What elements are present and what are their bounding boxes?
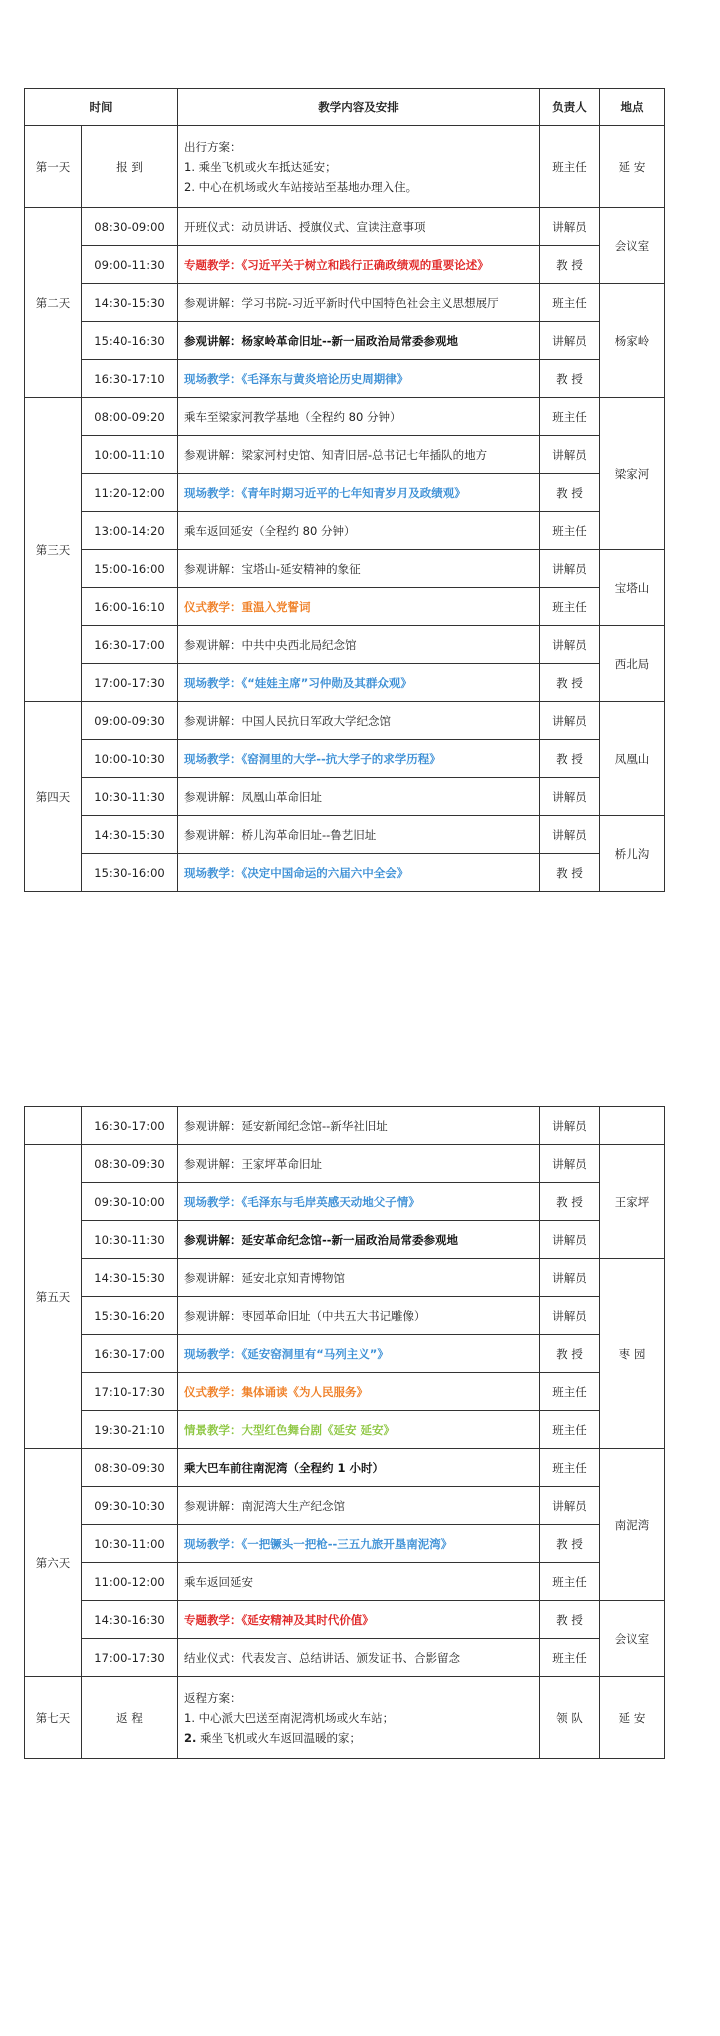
table-row	[25, 550, 665, 588]
content-cell: 现场教学：《毛泽东与毛岸英感天动地父子情》	[178, 1183, 540, 1221]
table-row	[25, 1107, 665, 1145]
leader-cell: 教 授	[540, 740, 600, 778]
time-cell: 10:30-11:00	[82, 1525, 178, 1563]
table-row	[25, 588, 665, 626]
content-cell: 现场教学：《窑洞里的大学--抗大学子的求学历程》	[178, 740, 540, 778]
day-label: 第一天	[25, 126, 82, 208]
leader-cell: 讲解员	[540, 778, 600, 816]
place-cell: 会议室	[600, 208, 665, 284]
time-cell: 10:30-11:30	[82, 778, 178, 816]
leader-cell: 讲解员	[540, 626, 600, 664]
place-cell: 王家坪	[600, 1145, 665, 1259]
leader-cell: 讲解员	[540, 208, 600, 246]
table-row	[25, 854, 665, 892]
table-row	[25, 360, 665, 398]
leader-cell: 教 授	[540, 1335, 600, 1373]
leader-cell: 班主任	[540, 1449, 600, 1487]
time-cell: 10:30-11:30	[82, 1221, 178, 1259]
time-cell: 16:30-17:00	[82, 1335, 178, 1373]
place-cell: 梁家河	[600, 398, 665, 550]
content-cell	[178, 126, 540, 208]
content-cell: 现场教学：《毛泽东与黄炎培论历史周期律》	[178, 360, 540, 398]
table-row	[25, 1335, 665, 1373]
leader-cell: 讲解员	[540, 1297, 600, 1335]
table-row	[25, 1449, 665, 1487]
leader-cell: 讲解员	[540, 1259, 600, 1297]
time-cell: 09:00-09:30	[82, 702, 178, 740]
content-cell: 专题教学：《习近平关于树立和践行正确政绩观的重要论述》	[178, 246, 540, 284]
content-cell: 参观讲解：中共中央西北局纪念馆	[178, 626, 540, 664]
time-cell: 17:00-17:30	[82, 1639, 178, 1677]
leader-cell: 讲解员	[540, 550, 600, 588]
content-cell	[178, 1677, 540, 1759]
plan-line	[184, 1728, 533, 1748]
leader-cell: 班主任	[540, 284, 600, 322]
plan-number: 2.	[184, 1730, 197, 1745]
day-label-empty	[25, 1107, 82, 1145]
place-cell: 宝塔山	[600, 550, 665, 626]
leader-cell: 班主任	[540, 512, 600, 550]
leader-cell: 领 队	[540, 1677, 600, 1759]
time-cell: 15:30-16:20	[82, 1297, 178, 1335]
place-cell: 南泥湾	[600, 1449, 665, 1601]
time-cell: 17:00-17:30	[82, 664, 178, 702]
day-label: 第六天	[25, 1449, 82, 1677]
table-row	[25, 740, 665, 778]
place-cell: 延 安	[600, 1677, 665, 1759]
plan-line: 1. 中心派大巴送至南泥湾机场或火车站；	[184, 1710, 395, 1725]
time-cell: 15:30-16:00	[82, 854, 178, 892]
table-header-row	[25, 89, 665, 126]
content-cell: 参观讲解：学习书院-习近平新时代中国特色社会主义思想展厅	[178, 284, 540, 322]
table-row	[25, 322, 665, 360]
leader-cell: 班主任	[540, 126, 600, 208]
table-row	[25, 702, 665, 740]
leader-cell: 班主任	[540, 1411, 600, 1449]
leader-cell: 讲解员	[540, 1107, 600, 1145]
schedule-table-page-2	[24, 1106, 665, 1759]
table-row	[25, 436, 665, 474]
content-cell: 乘车至梁家河教学基地（全程约 80 分钟）	[178, 398, 540, 436]
time-cell: 09:30-10:00	[82, 1183, 178, 1221]
content-cell: 参观讲解：延安新闻纪念馆--新华社旧址	[178, 1107, 540, 1145]
table-row	[25, 1183, 665, 1221]
content-cell: 参观讲解：枣园革命旧址（中共五大书记雕像）	[178, 1297, 540, 1335]
leader-cell: 讲解员	[540, 702, 600, 740]
content-cell: 乘车返回延安	[178, 1563, 540, 1601]
table-row	[25, 1601, 665, 1639]
time-cell: 返 程	[82, 1677, 178, 1759]
day-label: 第三天	[25, 398, 82, 702]
plan-line: 1. 乘坐飞机或火车抵达延安；	[184, 159, 337, 174]
table-row	[25, 664, 665, 702]
leader-cell: 班主任	[540, 588, 600, 626]
content-cell: 乘大巴车前往南泥湾（全程约 1 小时）	[178, 1449, 540, 1487]
table-row	[25, 1221, 665, 1259]
table-row	[25, 398, 665, 436]
time-cell: 08:30-09:30	[82, 1145, 178, 1183]
content-cell: 参观讲解：延安革命纪念馆--新一届政治局常委参观地	[178, 1221, 540, 1259]
header-leader: 负责人	[540, 89, 600, 126]
content-cell: 开班仪式：动员讲话、授旗仪式、宣读注意事项	[178, 208, 540, 246]
table-row	[25, 1639, 665, 1677]
header-place: 地点	[600, 89, 665, 126]
leader-cell: 讲解员	[540, 1487, 600, 1525]
plan-line: 返程方案：	[184, 1690, 242, 1705]
place-cell: 枣 园	[600, 1259, 665, 1449]
leader-cell: 教 授	[540, 360, 600, 398]
schedule-table-page-1	[24, 88, 665, 892]
place-cell: 西北局	[600, 626, 665, 702]
content-cell: 参观讲解：王家坪革命旧址	[178, 1145, 540, 1183]
leader-cell: 讲解员	[540, 1221, 600, 1259]
table-row	[25, 1145, 665, 1183]
time-cell: 10:00-10:30	[82, 740, 178, 778]
leader-cell: 教 授	[540, 246, 600, 284]
table-row	[25, 816, 665, 854]
table-row	[25, 474, 665, 512]
leader-cell: 班主任	[540, 1563, 600, 1601]
plan-line: 2. 中心在机场或火车站接站至基地办理入住。	[184, 179, 418, 194]
table-row	[25, 1563, 665, 1601]
leader-cell: 教 授	[540, 664, 600, 702]
time-cell: 16:30-17:00	[82, 626, 178, 664]
time-cell: 报 到	[82, 126, 178, 208]
place-cell: 杨家岭	[600, 284, 665, 398]
header-content: 教学内容及安排	[178, 89, 540, 126]
table-row	[25, 626, 665, 664]
day-label: 第二天	[25, 208, 82, 398]
table-row	[25, 1297, 665, 1335]
leader-cell: 讲解员	[540, 322, 600, 360]
time-cell: 08:30-09:00	[82, 208, 178, 246]
day-label: 第五天	[25, 1145, 82, 1449]
time-cell: 19:30-21:10	[82, 1411, 178, 1449]
content-cell: 参观讲解：宝塔山-延安精神的象征	[178, 550, 540, 588]
content-cell: 参观讲解：中国人民抗日军政大学纪念馆	[178, 702, 540, 740]
time-cell: 14:30-15:30	[82, 1259, 178, 1297]
content-cell: 参观讲解：延安北京知青博物馆	[178, 1259, 540, 1297]
table-row	[25, 1411, 665, 1449]
content-cell: 现场教学：《延安窑洞里有“马列主义”》	[178, 1335, 540, 1373]
time-cell: 14:30-15:30	[82, 816, 178, 854]
leader-cell: 教 授	[540, 1601, 600, 1639]
leader-cell: 班主任	[540, 1639, 600, 1677]
content-cell: 参观讲解：杨家岭革命旧址--新一届政治局常委参观地	[178, 322, 540, 360]
table-row	[25, 1373, 665, 1411]
place-cell: 桥儿沟	[600, 816, 665, 892]
table-row	[25, 284, 665, 322]
content-cell: 现场教学：《青年时期习近平的七年知青岁月及政绩观》	[178, 474, 540, 512]
table-row	[25, 1487, 665, 1525]
place-cell: 凤凰山	[600, 702, 665, 816]
plan-text: 乘坐飞机或火车返回温暖的家；	[196, 1730, 362, 1745]
place-cell: 会议室	[600, 1601, 665, 1677]
time-cell: 08:00-09:20	[82, 398, 178, 436]
leader-cell: 讲解员	[540, 816, 600, 854]
leader-cell: 讲解员	[540, 436, 600, 474]
leader-cell: 教 授	[540, 1183, 600, 1221]
content-cell: 现场教学：《一把镢头一把枪--三五九旅开垦南泥湾》	[178, 1525, 540, 1563]
table-row	[25, 1259, 665, 1297]
content-cell: 现场教学：《“娃娃主席”习仲勋及其群众观》	[178, 664, 540, 702]
table-row	[25, 1525, 665, 1563]
table-row	[25, 778, 665, 816]
time-cell: 08:30-09:30	[82, 1449, 178, 1487]
day-label: 第四天	[25, 702, 82, 892]
content-cell: 参观讲解：梁家河村史馆、知青旧居-总书记七年插队的地方	[178, 436, 540, 474]
time-cell: 09:30-10:30	[82, 1487, 178, 1525]
time-cell: 11:00-12:00	[82, 1563, 178, 1601]
time-cell: 14:30-16:30	[82, 1601, 178, 1639]
time-cell: 11:20-12:00	[82, 474, 178, 512]
leader-cell: 教 授	[540, 854, 600, 892]
table-row	[25, 126, 665, 208]
plan-line: 出行方案：	[184, 139, 242, 154]
content-cell: 仪式教学：集体诵读《为人民服务》	[178, 1373, 540, 1411]
leader-cell: 教 授	[540, 1525, 600, 1563]
content-cell: 现场教学：《决定中国命运的六届六中全会》	[178, 854, 540, 892]
leader-cell: 班主任	[540, 398, 600, 436]
leader-cell: 班主任	[540, 1373, 600, 1411]
content-cell: 参观讲解：桥儿沟革命旧址--鲁艺旧址	[178, 816, 540, 854]
content-cell: 参观讲解：凤凰山革命旧址	[178, 778, 540, 816]
day-label: 第七天	[25, 1677, 82, 1759]
time-cell: 09:00-11:30	[82, 246, 178, 284]
content-cell: 乘车返回延安（全程约 80 分钟）	[178, 512, 540, 550]
time-cell: 16:30-17:00	[82, 1107, 178, 1145]
time-cell: 13:00-14:20	[82, 512, 178, 550]
leader-cell: 教 授	[540, 474, 600, 512]
table-row	[25, 1677, 665, 1759]
time-cell: 14:30-15:30	[82, 284, 178, 322]
place-cell-empty	[600, 1107, 665, 1145]
content-cell: 专题教学：《延安精神及其时代价值》	[178, 1601, 540, 1639]
content-cell: 仪式教学：重温入党誓词	[178, 588, 540, 626]
content-cell: 情景教学：大型红色舞台剧《延安 延安》	[178, 1411, 540, 1449]
content-cell: 结业仪式：代表发言、总结讲话、颁发证书、合影留念	[178, 1639, 540, 1677]
time-cell: 15:00-16:00	[82, 550, 178, 588]
header-time: 时间	[25, 89, 178, 126]
time-cell: 16:00-16:10	[82, 588, 178, 626]
time-cell: 17:10-17:30	[82, 1373, 178, 1411]
time-cell: 10:00-11:10	[82, 436, 178, 474]
time-cell: 15:40-16:30	[82, 322, 178, 360]
table-row	[25, 512, 665, 550]
table-row	[25, 246, 665, 284]
table-row	[25, 208, 665, 246]
place-cell: 延 安	[600, 126, 665, 208]
leader-cell: 讲解员	[540, 1145, 600, 1183]
content-cell: 参观讲解：南泥湾大生产纪念馆	[178, 1487, 540, 1525]
time-cell: 16:30-17:10	[82, 360, 178, 398]
